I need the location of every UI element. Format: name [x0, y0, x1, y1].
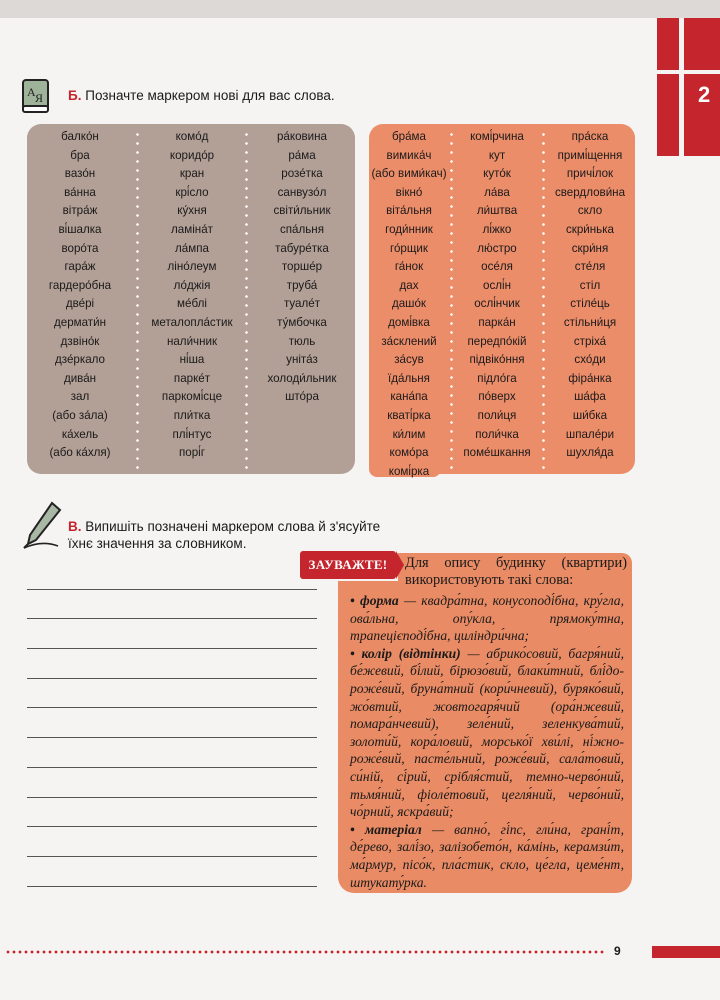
note-body — [350, 592, 624, 891]
word-item: вимика́ч — [386, 148, 432, 162]
word-item: комі́рчина — [470, 130, 524, 143]
word-item: ме́блі — [177, 297, 207, 311]
word-item: ві́шалка — [58, 222, 102, 236]
word-item: ослі́н — [483, 278, 511, 292]
word-item: ра́ма — [288, 148, 316, 162]
note-item-term: • форма — [350, 593, 399, 608]
word-item: стріха́ — [573, 334, 607, 348]
footer-dotted-line — [5, 950, 605, 954]
word-item: кран — [179, 167, 205, 181]
word-item: крі́сло — [175, 185, 209, 199]
word-item: ту́мбочка — [277, 315, 327, 329]
word-item: вазо́н — [64, 167, 96, 181]
word-item: зал — [70, 390, 90, 404]
writing-line[interactable] — [27, 827, 317, 857]
word-item: світи́льник — [273, 204, 331, 218]
word-item: кут — [488, 148, 506, 162]
word-item: санвузо́л — [277, 185, 327, 199]
word-column-6 — [546, 128, 634, 463]
word-item: ка́хель — [61, 427, 99, 441]
word-item: ра́ковина — [276, 130, 328, 143]
top-shadow — [0, 0, 720, 18]
word-item: гара́ж — [64, 260, 96, 274]
word-item: тюль — [288, 334, 316, 348]
word-item: дермати́н — [53, 315, 106, 329]
word-item: пли́тка — [173, 408, 211, 422]
note-item-term: • матеріал — [350, 821, 422, 837]
page-number: 9 — [614, 944, 621, 958]
column-divider — [245, 130, 248, 470]
word-item: дзвіно́к — [60, 334, 100, 348]
column-divider — [136, 130, 139, 470]
note-item — [350, 645, 624, 821]
pen-icon — [22, 500, 66, 550]
word-item: стільни́ця — [563, 315, 617, 329]
writing-line[interactable] — [27, 738, 317, 768]
word-column-1 — [30, 128, 130, 463]
word-item: пра́ска — [571, 130, 609, 143]
footer-bar — [652, 946, 720, 958]
chapter-tab-upper — [657, 18, 679, 70]
word-item: лі́жко — [482, 222, 512, 236]
word-item: домі́вка — [388, 315, 430, 329]
section-v-letter: В. — [68, 519, 82, 534]
word-item: поме́шкання — [463, 446, 531, 460]
word-item: комо́ра — [389, 446, 429, 460]
word-item: дашо́к — [391, 297, 427, 311]
word-item: скло — [577, 204, 603, 218]
word-item: парка́н — [478, 315, 516, 329]
word-item: плі́нтус — [172, 427, 212, 441]
word-item: ні́ша — [179, 353, 205, 367]
svg-text:А: А — [27, 85, 36, 99]
note-item-text: — абрико́совий, багря́ний, бе́жевий, бі́лий, бірюзо́вий, блаки́тний, блі́до-роже́вий, бруна́тний (кори́чневий), буряко́вий, жо́втий, жовтогаря́чий (ора́нжевий, помара́нчевий), зеле́ний, зеленкува́тий, золоти́й, кора́ловий, морсько́ї хви́лі, ні́жно-роже́вий, пасте́льний, роже́вий, сала́товий, си́ній, сі́рий, срібля́стий, темно-черво́ний, тьмя́ний, фіоле́товий, цегля́ний, черво́ний, чо́рний, яскра́вий; — [350, 645, 624, 820]
writing-line[interactable] — [27, 619, 317, 649]
word-item: ламіна́т — [171, 222, 213, 236]
word-item: дзе́ркало — [55, 353, 105, 367]
word-item: кана́па — [390, 390, 428, 404]
word-item: кваті́рка — [387, 408, 431, 422]
word-item: спа́льня — [279, 222, 324, 236]
word-item: ва́нна — [64, 185, 96, 199]
writing-lines[interactable] — [27, 560, 317, 887]
word-item: балко́н — [61, 130, 99, 143]
word-item: две́рі — [65, 297, 95, 311]
word-item: (або ка́хля) — [49, 446, 111, 460]
word-item: сте́ля — [574, 260, 606, 274]
word-item: за́сув — [394, 353, 424, 367]
word-item: коридо́р — [169, 148, 215, 162]
word-item: металопла́стик — [151, 315, 233, 329]
word-item: (або за́ла) — [52, 408, 108, 422]
word-item: розе́тка — [281, 167, 323, 181]
word-item: шпале́ри — [565, 427, 615, 441]
note-item-text: — квадра́тна, конусоподі́бна, кру́гла, ова́льна, опу́кла, прямоку́тна, трапецієподі́бна, циліндри́чна; — [350, 593, 625, 644]
word-item: схо́ди — [574, 353, 606, 367]
writing-line[interactable] — [27, 857, 317, 887]
word-item: труба́ — [286, 278, 318, 292]
dictionary-icon — [20, 78, 52, 114]
word-item: поли́ця — [477, 408, 517, 422]
word-item: уніта́з — [286, 353, 318, 367]
section-b-heading — [68, 88, 335, 103]
writing-line[interactable] — [27, 590, 317, 620]
word-item: комо́д — [175, 130, 209, 143]
word-item: шухля́да — [566, 446, 614, 460]
word-item: їда́льня — [388, 371, 430, 385]
word-item: свердлови́на — [554, 185, 626, 199]
note-item-text: — вапно́, гі́пс, гли́на, грані́т, де́рево, залі́зо, залізобето́н, ка́мінь, керамзи́т, ма́рмур, пісо́к, пла́стик, скло, це́гла, цеме́нт, штукату́рка. — [350, 821, 624, 890]
note-item — [350, 592, 624, 645]
writing-line[interactable] — [27, 649, 317, 679]
word-item: скри́нька — [565, 222, 614, 236]
word-item: дива́н — [63, 371, 97, 385]
word-item: вітра́ж — [62, 204, 98, 218]
word-item: ло́джія — [173, 278, 211, 292]
word-item: ли́штва — [476, 204, 518, 218]
word-item: підвіко́ння — [469, 353, 525, 367]
section-v-instruction: Випишіть позначені маркером слова й з'ясуйте їхнє значення за словником. — [68, 519, 381, 551]
word-item: по́верх — [478, 390, 516, 404]
word-item: га́нок — [394, 260, 424, 274]
word-item: ла́ва — [484, 185, 510, 199]
note-label: ЗАУВАЖТЕ! — [300, 551, 396, 579]
writing-line[interactable] — [27, 798, 317, 828]
word-item: бра — [70, 148, 90, 162]
column-divider — [542, 130, 545, 470]
word-item: дах — [399, 278, 419, 292]
word-column-3 — [250, 128, 354, 407]
word-item: причі́лок — [566, 167, 614, 181]
word-item: ла́мпа — [175, 241, 209, 255]
word-item: паркомі́сце — [161, 390, 223, 404]
writing-line[interactable] — [27, 679, 317, 709]
writing-line[interactable] — [27, 708, 317, 738]
word-item: осе́ля — [481, 260, 513, 274]
word-item: торше́р — [281, 260, 323, 274]
word-item: туале́т — [283, 297, 321, 311]
word-item: гардеро́бна — [48, 278, 112, 292]
section-v-heading — [68, 518, 408, 552]
word-item: комі́рка — [388, 464, 430, 478]
word-item: лю́стро — [477, 241, 517, 255]
word-item: холоди́льник — [267, 371, 337, 385]
word-item: скри́ня — [571, 241, 609, 255]
word-item: го́рщик — [390, 241, 428, 255]
word-item: (або вими́кач) — [371, 167, 447, 181]
word-item: підло́га — [477, 371, 517, 385]
section-b-instruction: Позначте маркером нові для вас слова. — [85, 88, 335, 103]
word-item: примі́щення — [557, 148, 623, 162]
note-item-term: • колір (відтінки) — [350, 645, 461, 661]
word-item: стіл — [579, 278, 601, 292]
chapter-tab-upper-right — [684, 18, 720, 70]
word-item: бра́ма — [392, 130, 426, 143]
word-item: ки́лим — [392, 427, 426, 441]
word-item: поли́чка — [475, 427, 519, 441]
word-column-4 — [370, 128, 448, 481]
word-item: фіра́нка — [568, 371, 612, 385]
word-item: віта́льня — [386, 204, 432, 218]
word-item: ку́хня — [177, 204, 207, 218]
section-b-letter: Б. — [68, 88, 82, 103]
word-column-5 — [452, 128, 542, 463]
word-item: ши́бка — [572, 408, 608, 422]
word-item: вікно́ — [395, 185, 423, 199]
note-intro: Для опису будинку (квартири) використовують такі слова: — [405, 555, 627, 588]
word-item: воро́та — [61, 241, 99, 255]
word-item: годи́нник — [385, 222, 433, 236]
word-item: ліно́леум — [167, 260, 217, 274]
chapter-tab-lower — [657, 74, 679, 156]
word-item: за́склений — [381, 334, 437, 348]
word-item: што́ра — [285, 390, 319, 404]
writing-line[interactable] — [27, 768, 317, 798]
writing-line[interactable] — [27, 560, 317, 590]
word-item: нали́чник — [166, 334, 218, 348]
word-item: ша́фа — [574, 390, 606, 404]
note-item — [350, 821, 624, 891]
chapter-number: 2 — [698, 82, 711, 107]
word-item: порі́г — [179, 446, 205, 460]
word-item: парке́т — [173, 371, 211, 385]
word-item: передпо́кій — [467, 334, 527, 348]
word-item: табуре́тка — [275, 241, 329, 255]
word-item: куто́к — [483, 167, 511, 181]
word-item: ослі́нчик — [474, 297, 520, 311]
word-item: стіле́ць — [570, 297, 610, 311]
svg-text:Я: Я — [35, 91, 44, 105]
word-column-2 — [140, 128, 244, 463]
